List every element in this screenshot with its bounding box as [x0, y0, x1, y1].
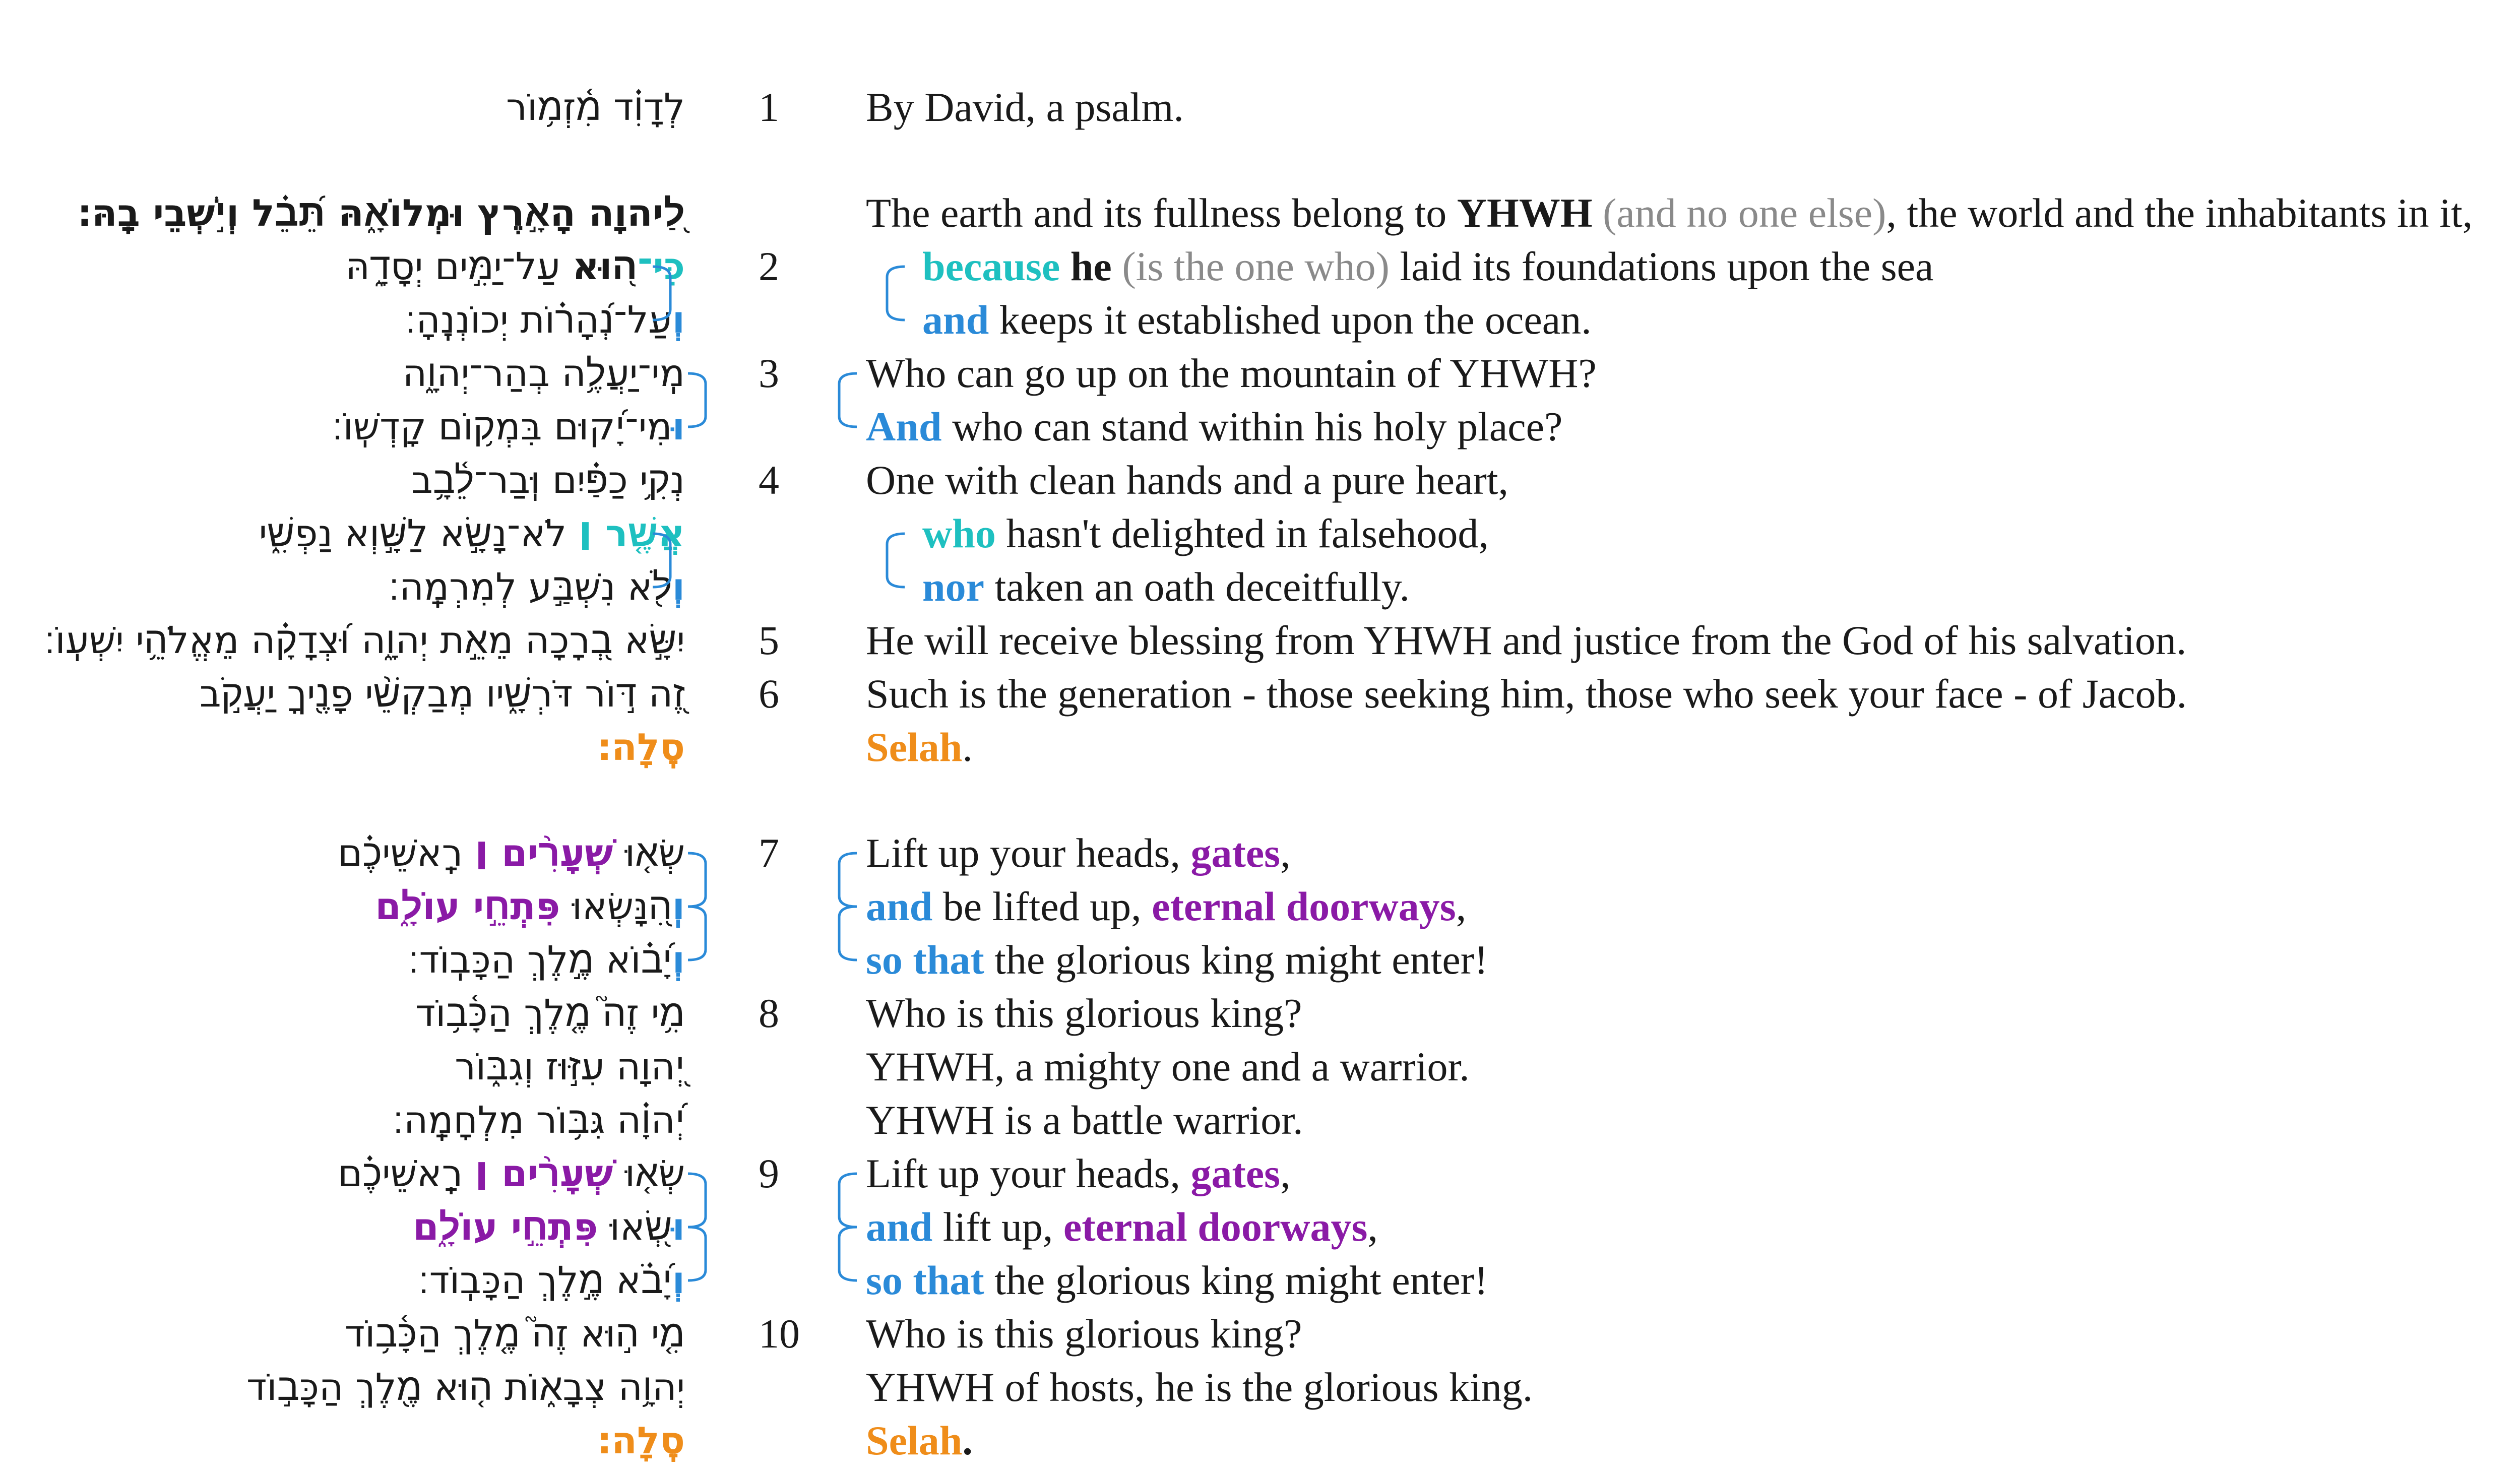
bracket-v9-english-b [839, 1227, 857, 1280]
english-line: Lift up your heads, gates, [866, 830, 1291, 876]
hebrew-line: יְ֭הוָה עִזּ֣וּז וְגִבּ֑וֹר [455, 1045, 685, 1088]
selah-english: Selah. [866, 1418, 973, 1463]
bracket-v3-hebrew [688, 373, 706, 427]
english-line: YHWH is a battle warrior. [866, 1097, 1303, 1143]
bracket-v7-hebrew-b [688, 907, 706, 960]
verse-number: 10 [759, 1311, 800, 1357]
hebrew-line: שְׂא֤וּ שְׁעָרִ֨ים ׀ רָֽאשֵׁיכֶ֗ם [338, 1152, 685, 1195]
hebrew-line: אֲשֶׁ֤ר ׀ לֹא־נָשָׂ֣א לַשָּׁ֣וְא נַפְשִׁ֑י [259, 512, 685, 555]
hebrew-line: נְקִ֥י כַפַּ֗יִם וּֽבַר־לֵ֫בָ֥ב [411, 459, 685, 502]
english-line: Who can go up on the mountain of YHWH? [866, 350, 1597, 396]
selah-hebrew: סֶֽלָה׃ [597, 726, 685, 769]
verse-number: 5 [759, 617, 779, 663]
english-line: and lift up, eternal doorways, [866, 1204, 1378, 1250]
hebrew-line: וְיָ֝בֹ֗א מֶ֣לֶךְ הַכָּבֽוֹד׃ [418, 1259, 685, 1302]
hebrew-line: יְ֝הוָ֗ה גִּבּ֥וֹר מִלְחָמָֽה׃ [393, 1099, 685, 1142]
hebrew-line: וּשְׂ֭אוּ פִּתְחֵ֣י עוֹלָ֑ם [413, 1205, 685, 1249]
hebrew-line: וְלֹ֖א נִשְׁבַּ֣ע לְמִרְמָֽה׃ [388, 565, 685, 609]
verse-number: 3 [759, 350, 779, 396]
english-line: and be lifted up, eternal doorways, [866, 883, 1467, 929]
verse-number: 6 [759, 671, 779, 717]
hebrew-line: לְדָוִ֗ד מִ֫זְמ֥וֹר [506, 86, 685, 129]
bracket-v9-hebrew-a [688, 1174, 706, 1227]
english-line: One with clean hands and a pure heart, [866, 457, 1509, 503]
bracket-v2-hebrew [653, 267, 670, 320]
bracket-v9-english-a [839, 1174, 857, 1227]
bracket-v7-english-b [839, 907, 857, 960]
english-line: YHWH of hosts, he is the glorious king. [866, 1364, 1533, 1410]
bracket-v4-english [887, 534, 905, 587]
english-line: YHWH, a mighty one and a warrior. [866, 1044, 1470, 1089]
english-line: Such is the generation - those seeking him, those who seek your face - of Jacob. [866, 671, 2187, 717]
hebrew-line: כִּי־ה֭וּא עַל־יַמִּ֣ים יְסָדָ֑הּ [345, 245, 685, 288]
bracket-v9-hebrew-b [688, 1227, 706, 1280]
verse-number: 1 [759, 84, 779, 130]
hebrew-line: זֶ֭ה דּ֣וֹר דֹּרְשָׁ֑יו מְבַקְשֵׁ֨י פָנֶ֖יךָ יַעֲקֹ֣ב [199, 672, 685, 716]
english-line: and keeps it established upon the ocean. [922, 297, 1592, 343]
hebrew-line: וְֽהִ֭נָּשְׂאוּ פִּתְחֵ֣י עוֹלָ֑ם [375, 885, 685, 928]
english-line: so that the glorious king might enter! [866, 1257, 1488, 1303]
bracket-v2-english [887, 267, 905, 320]
verse-number: 4 [759, 457, 779, 503]
selah-hebrew: סֶֽלָה׃ [597, 1419, 685, 1462]
english-line: He will receive blessing from YHWH and justice from the God of his salvation. [866, 617, 2187, 663]
english-line: The earth and its fullness belong to YHWH (and no one else), the world and the inhabitants in it, [866, 190, 2473, 236]
hebrew-line: יִשָּׂ֣א בְ֭רָכָה מֵאֵ֣ת יְהוָ֑ה וּ֝צְדָקָ֗ה מֵאֱלֹהֵ֥י יִשְׁעֽוֹ׃ [44, 619, 685, 662]
bracket-v7-english-a [839, 853, 857, 907]
hebrew-line: לַ֭יהוָה הָאָ֣רֶץ וּמְלוֹאָ֑הּ תֵּ֝בֵ֗ל וְיֹ֣שְׁבֵי בָֽהּ׃ [78, 191, 685, 235]
english-line: Who is this glorious king? [866, 990, 1302, 1036]
verse-number: 2 [759, 243, 779, 289]
verse-number: 9 [759, 1150, 779, 1196]
selah-english: Selah. [866, 724, 973, 770]
verse-number: 7 [759, 830, 779, 876]
english-line: By David, a psalm. [866, 84, 1184, 130]
hebrew-line: וּמִי־יָ֝קוּם בִּמְק֥וֹם קָדְשֽׁוֹ׃ [332, 405, 685, 448]
hebrew-line: מִֽי־יַעֲלֶ֥ה בְהַר־יְהוָ֑ה [402, 352, 685, 395]
hebrew-line: יְהוָ֥ה צְבָא֑וֹת ה֤וּא מֶ֖לֶךְ הַכָּב֣וֹד [246, 1366, 685, 1409]
english-line: who hasn't delighted in falsehood, [922, 510, 1489, 556]
english-line: nor taken an oath deceitfully. [922, 564, 1410, 610]
english-line: because he (is the one who) laid its foundations upon the sea [922, 243, 1934, 289]
bracket-v4-hebrew [653, 534, 670, 587]
english-line: so that the glorious king might enter! [866, 937, 1488, 983]
bracket-v7-hebrew-a [688, 853, 706, 907]
english-line: Who is this glorious king? [866, 1311, 1302, 1357]
hebrew-line: שְׂא֤וּ שְׁעָרִ֨ים ׀ רָֽאשֵׁיכֶ֗ם [338, 831, 685, 875]
hebrew-line: מִ֥י זֶה֮ מֶ֤לֶךְ הַכָּ֫ב֥וֹד [415, 992, 685, 1035]
english-line: And who can stand within his holy place? [866, 404, 1563, 450]
hebrew-line: וְיָ֝ב֗וֹא מֶ֣לֶךְ הַכָּבֽוֹד׃ [408, 938, 685, 982]
verse-number: 8 [759, 990, 779, 1036]
english-line: Lift up your heads, gates, [866, 1150, 1291, 1196]
bracket-v3-english [839, 373, 857, 427]
hebrew-line: וְעַל־נְ֝הָר֗וֹת יְכוֹנְנֶֽהָ׃ [405, 298, 685, 342]
hebrew-line: מִ֤י ה֣וּא זֶה֮ מֶ֤לֶךְ הַכָּ֫ב֥וֹד [344, 1312, 685, 1356]
